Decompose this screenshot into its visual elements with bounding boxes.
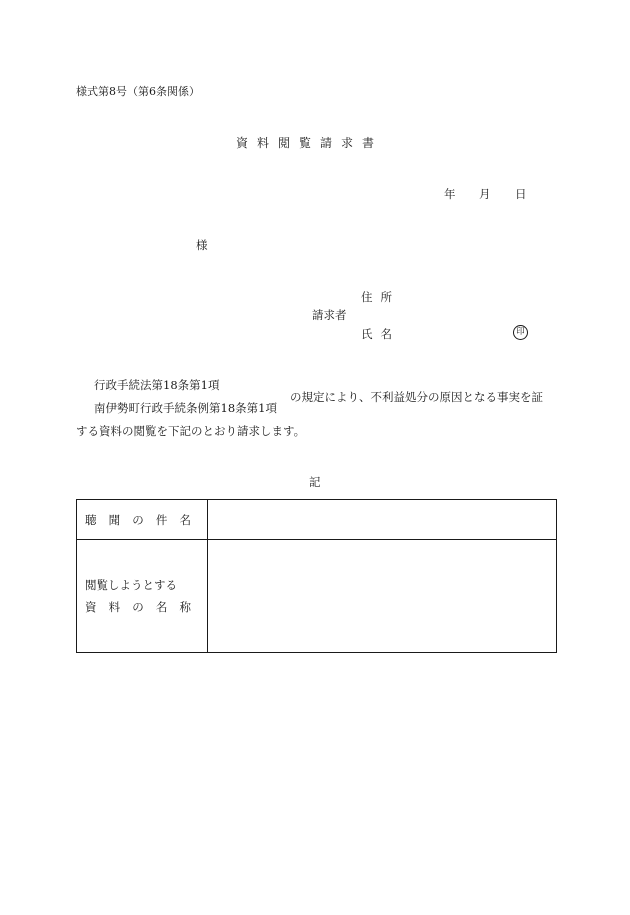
material-label-cell (77, 540, 208, 653)
request-table (76, 499, 557, 653)
subject-label: 聴 聞 の 件 名 (85, 512, 191, 527)
address-label: 住所 (361, 290, 400, 304)
table-row-subject (77, 500, 557, 540)
record-mark: 記 (309, 475, 321, 489)
material-value-cell[interactable] (208, 540, 557, 653)
date-day-label: 日 (515, 187, 527, 201)
request-sentence-line2: する資料の閲覧を下記のとおり請求します。 (76, 424, 306, 438)
date-month-label: 月 (479, 187, 491, 201)
addressee-honorific: 様 (196, 238, 208, 252)
law-option-1: 行政手続法第18条第1項 (94, 378, 220, 392)
seal-mark: 印 (513, 325, 528, 340)
subject-value-cell[interactable] (208, 500, 557, 540)
request-sentence: の規定により、不利益処分の原因となる事実を証 (290, 390, 543, 404)
table-row-material (77, 540, 557, 653)
law-option-2: 南伊勢町行政手続条例第18条第1項 (94, 401, 277, 415)
subject-label-cell (77, 500, 208, 540)
material-label-line1: 閲覧しようとする (85, 578, 177, 592)
form-number: 様式第8号（第6条関係） (76, 85, 200, 98)
document-title: 資料閲覧請求書 (236, 136, 384, 150)
requester-label: 請求者 (312, 308, 347, 322)
date-year-label: 年 (444, 187, 456, 201)
name-label: 氏名 (361, 327, 400, 341)
material-label-line2: 資 料 の 名 称 (85, 600, 191, 614)
